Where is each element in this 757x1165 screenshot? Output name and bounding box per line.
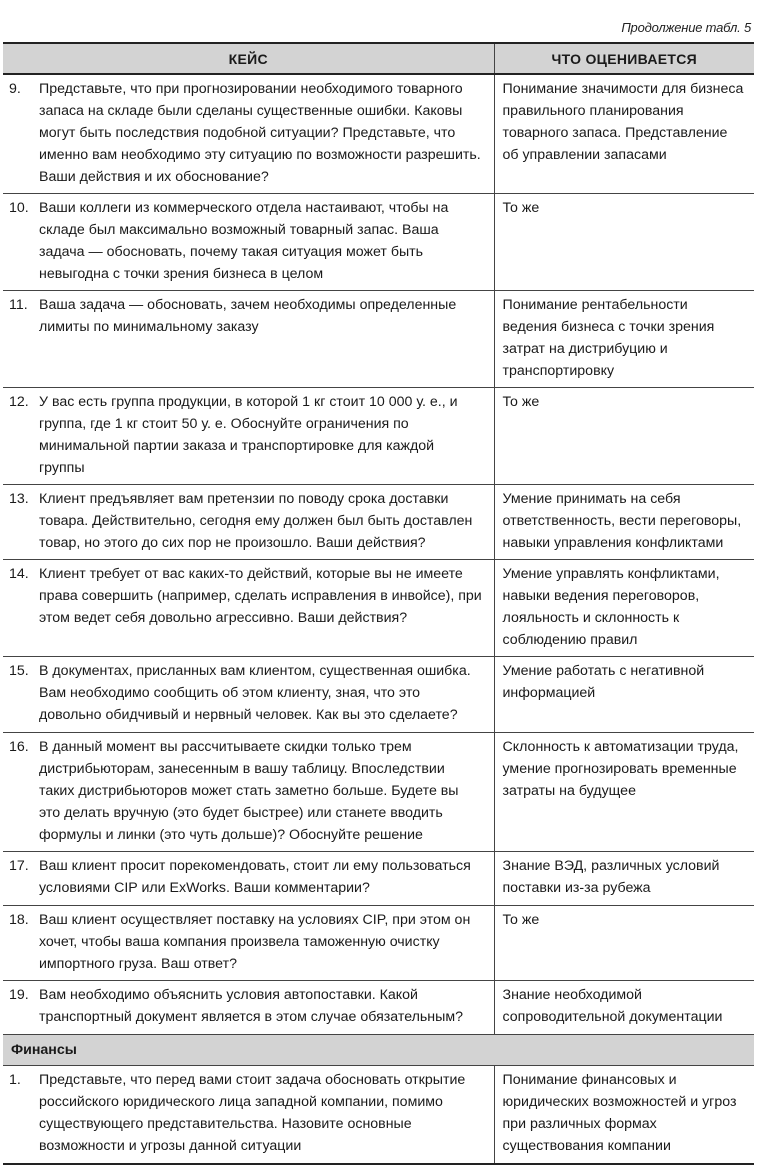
row-number: 9. <box>9 81 21 97</box>
row-number: 19. <box>9 987 29 1003</box>
table-row <box>3 1066 754 1164</box>
eval-text: То же <box>494 194 754 291</box>
case-text: У вас есть группа продукции, в которой 1 кг стоит 10 000 у. е., и группа, где 1 кг стоит 50 у. е. Обоснуйте ограничения по минимальной партии заказа и транспортировке для каждой группы <box>39 394 458 476</box>
eval-text: Знание необходимой сопроводительной документации <box>494 981 754 1035</box>
case-text: Ваш клиент осуществляет поставку на условиях CIP, при этом он хочет, чтобы ваша компания произвела таможенную очистку импортного груза. Ваш ответ? <box>39 912 471 972</box>
eval-text: Склонность к автоматизации труда, умение прогнозировать временные затраты на будущее <box>494 733 754 852</box>
table-row <box>3 657 754 733</box>
table-caption: Продолжение табл. 5 <box>621 20 751 35</box>
table-row <box>3 733 754 852</box>
table-row <box>3 194 754 291</box>
table-row <box>3 485 754 560</box>
table-row <box>3 906 754 981</box>
case-text: Представьте, что при прогнозировании необходимого товарного запаса на складе были сделаны существенные ошибки. Каковы могут быть последствия подобной ситуации? Представьте, что именно вам необходимо эту ситуацию по возможности разрешить. Ваши действия и их обоснование? <box>39 81 481 185</box>
table-row <box>3 981 754 1035</box>
table-header-row <box>3 43 754 74</box>
eval-text: Понимание значимости для бизнеса правильного планирования товарного запаса. Представление об управлении запасами <box>494 74 754 194</box>
section-header-finance <box>3 1035 754 1066</box>
row-number: 11. <box>9 297 28 313</box>
case-text: Клиент требует от вас каких-то действий, которые вы не имеете права совершить (например, сделать исправления в инвойсе), при этом ведет себя довольно агрессивно. Ваши действия? <box>39 566 482 626</box>
eval-text: Умение работать с негативной информацией <box>494 657 754 733</box>
row-number: 16. <box>9 739 29 755</box>
case-text: Клиент предъявляет вам претензии по поводу срока доставки товара. Действительно, сегодня ему должен был быть доставлен товар, но этого до сих пор не произошло. Ваши действия? <box>39 491 473 551</box>
table-row <box>3 560 754 657</box>
row-number: 1. <box>9 1072 21 1088</box>
section-title: Финансы <box>3 1035 754 1066</box>
row-number: 12. <box>9 394 29 410</box>
row-number: 18. <box>9 912 29 928</box>
eval-text: Понимание рентабельности ведения бизнеса с точки зрения затрат на дистрибуцию и транспортировку <box>494 291 754 388</box>
header-eval: ЧТО ОЦЕНИВАЕТСЯ <box>494 43 754 74</box>
cases-table <box>3 42 754 1165</box>
eval-text: Знание ВЭД, различных условий поставки из-за рубежа <box>494 852 754 906</box>
row-number: 15. <box>9 663 29 679</box>
eval-text: Умение принимать на себя ответственность, вести переговоры, навыки управления конфликтами <box>494 485 754 560</box>
eval-text: Умение управлять конфликтами, навыки ведения переговоров, лояльность и склонность к соблюдению правил <box>494 560 754 657</box>
case-text: В данный момент вы рассчитываете скидки только трем дистрибьюторам, занесенным в вашу таблицу. Впоследствии таких дистрибьюторов может стать заметно больше. Будете вы это делать вручную (это будет быстрее) или станете вводить формулы и линки (это чуть дольше)? Обоснуйте решение <box>39 739 459 843</box>
row-number: 10. <box>9 200 29 216</box>
row-number: 14. <box>9 566 29 582</box>
table-row <box>3 291 754 388</box>
case-text: Ваши коллеги из коммерческого отдела настаивают, чтобы на складе был максимально возможный товарный запас. Ваша задача — обосновать, почему такая ситуация может быть невыгодна с точки зрения бизнеса в целом <box>39 200 449 282</box>
eval-text: То же <box>494 906 754 981</box>
table-row <box>3 388 754 485</box>
row-number: 13. <box>9 491 29 507</box>
eval-text: Понимание финансовых и юридических возможностей и угроз при различных формах существования компании <box>494 1066 754 1164</box>
table-row <box>3 852 754 906</box>
eval-text: То же <box>494 388 754 485</box>
case-text: Ваша задача — обосновать, зачем необходимы определенные лимиты по минимальному заказу <box>39 297 457 335</box>
row-number: 17. <box>9 858 29 874</box>
case-text: В документах, присланных вам клиентом, существенная ошибка. Вам необходимо сообщить об этом клиенту, зная, что это довольно обидчивый и нервный человек. Как вы это сделаете? <box>39 663 471 723</box>
table-row <box>3 74 754 194</box>
header-case: КЕЙС <box>3 43 494 74</box>
case-text: Представьте, что перед вами стоит задача обосновать открытие российского юридического лица западной компании, помимо существующего представительства. Назовите основные возможности и угрозы данной ситуации <box>39 1072 466 1154</box>
case-text: Ваш клиент просит порекомендовать, стоит ли ему пользоваться условиями CIP или ExWorks. Ваши комментарии? <box>39 858 471 896</box>
case-text: Вам необходимо объяснить условия автопоставки. Какой транспортный документ является в этом случае обязательным? <box>39 987 463 1025</box>
